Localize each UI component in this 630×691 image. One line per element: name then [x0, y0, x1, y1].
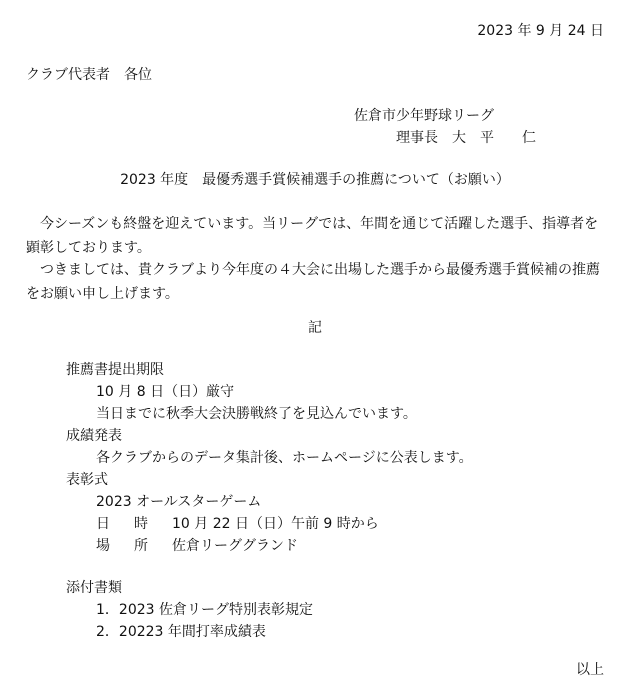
sender-given-name: 仁: [522, 130, 536, 146]
schedule-label-b: 所: [134, 538, 148, 554]
closing-mark: 以上: [576, 662, 604, 678]
ceremony-event: 2023 オールスターゲーム: [96, 494, 262, 510]
sender-title: 理事長: [396, 130, 438, 146]
schedule-label-b: 時: [134, 516, 148, 532]
sender-family-name: 大 平: [452, 130, 494, 146]
attachment-item: 1．2023 佐倉リーグ特別表彰規定: [96, 602, 313, 618]
attachments-heading: 添付書類: [66, 580, 122, 596]
body-paragraph: つきましては、貴クラブより今年度の４大会に出場した選手から最優秀選手賞候補の推薦をお願い申し上げます。: [26, 262, 600, 302]
ceremony-datetime: [96, 514, 379, 534]
attachment-item: 2．20223 年間打率成績表: [96, 624, 266, 640]
results-detail: 各クラブからのデータ集計後、ホームページに公表します。: [96, 450, 473, 466]
addressee: クラブ代表者 各位: [26, 67, 152, 83]
section-heading-deadline: 推薦書提出期限: [66, 362, 164, 378]
deadline-date: 10 月 8 日（日）厳守: [96, 384, 235, 400]
section-heading-ceremony: 表彰式: [66, 472, 108, 488]
deadline-note: 当日までに秋季大会決勝戦終了を見込んでいます。: [96, 406, 417, 422]
body-paragraph: 今シーズンも終盤を迎えています。当リーグでは、年間を通じて活躍した選手、指導者を顕彰しております。: [26, 216, 599, 256]
sender-organization: 佐倉市少年野球リーグ: [354, 108, 494, 124]
section-heading-results: 成績発表: [66, 428, 122, 444]
ki-marker: 記: [308, 320, 322, 336]
document-date: 2023 年 9 月 24 日: [477, 23, 604, 39]
ceremony-venue: [96, 536, 298, 556]
document-subject: 2023 年度 最優秀選手賞候補選手の推薦について（お願い）: [120, 172, 510, 188]
schedule-label-a: 日: [96, 516, 110, 532]
schedule-label-a: 場: [96, 538, 110, 554]
schedule-value: 佐倉リーググランド: [172, 538, 298, 554]
sender-signature: [396, 128, 536, 148]
schedule-value: 10 月 22 日（日）午前 9 時から: [172, 516, 379, 532]
